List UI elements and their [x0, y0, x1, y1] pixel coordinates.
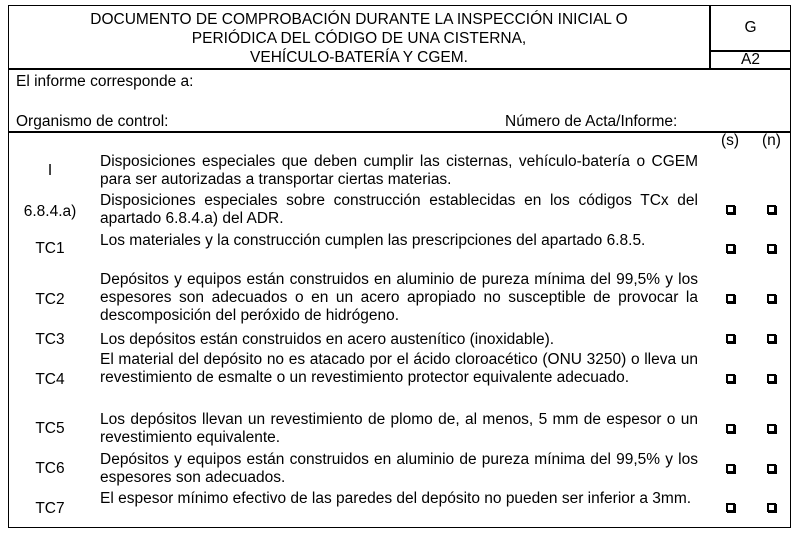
no-checkbox[interactable] [767, 294, 776, 303]
yes-checkbox[interactable] [726, 294, 735, 303]
title-line-1: DOCUMENTO DE COMPROBACIÓN DURANTE LA INSPECCIÓN INICIAL O [90, 11, 628, 28]
yes-checkbox[interactable] [726, 205, 735, 214]
yes-checkbox[interactable] [726, 244, 735, 253]
no-checkbox[interactable] [767, 424, 776, 433]
title-line-3: VEHÍCULO-BATERÍA Y CGEM. [250, 49, 468, 66]
row-text: Disposiciones especiales sobre construcción establecidas en los códigos TCx del apartado 6.8.4.a) del ADR. [100, 192, 698, 227]
report-number-label: Número de Acta/Informe: [505, 113, 678, 130]
yes-checkbox[interactable] [726, 334, 735, 343]
no-checkbox[interactable] [767, 464, 776, 473]
row-code: TC1 [35, 240, 65, 257]
row-code: TC3 [35, 331, 65, 348]
row-text: Depósitos y equipos están construidos en aluminio de pureza mínima del 99,5% y los espesores son adecuados o en un acero apropiado no susceptible de provocar la descomposición del peróxido de hidrógeno. [100, 271, 698, 324]
yes-checkbox[interactable] [726, 424, 735, 433]
row-text: Depósitos y equipos están construidos en aluminio de pureza mínima del 99,5% y los espesores son adecuados. [100, 451, 698, 486]
yes-checkbox[interactable] [726, 374, 735, 383]
annex-code-a2: A2 [741, 51, 760, 68]
row-code: I [47, 162, 53, 179]
row-code: TC5 [35, 420, 65, 437]
row-code: TC4 [35, 371, 65, 388]
no-checkbox[interactable] [767, 334, 776, 343]
row-text: Los depósitos llevan un revestimiento de plomo de, al menos, 5 mm de espesor o un revestimiento equivalente. [100, 411, 698, 446]
row-code: TC6 [35, 460, 65, 477]
yes-checkbox[interactable] [726, 503, 735, 512]
row-text: El material del depósito no es atacado por el ácido cloroacético (ONU 3250) o lleva un revestimiento de esmalte o un revestimiento protector equivalente adecuado. [100, 351, 698, 386]
row-text: El espesor mínimo efectivo de las paredes del depósito no pueden ser inferior a 3mm. [100, 490, 692, 507]
no-checkbox[interactable] [767, 244, 776, 253]
report-label: El informe corresponde a: [16, 73, 194, 90]
row-code: TC7 [35, 500, 65, 517]
no-checkbox[interactable] [767, 205, 776, 214]
document-title [8, 5, 710, 69]
organism-label: Organismo de control: [16, 113, 169, 130]
row-text: Disposiciones especiales que deben cumplir las cisternas, vehículo-batería o CGEM para ser autorizadas a transportar ciertas materias. [100, 153, 698, 188]
title-line-2: PERIÓDICA DEL CÓDIGO DE UNA CISTERNA, [191, 30, 527, 47]
yes-checkbox[interactable] [726, 464, 735, 473]
annex-code-g: G [744, 19, 757, 36]
no-checkbox[interactable] [767, 374, 776, 383]
row-code: 6.8.4.a) [23, 203, 77, 220]
row-text: Los depósitos están construidos en acero austenítico (inoxidable). [100, 331, 555, 348]
row-code: TC2 [35, 291, 65, 308]
header-bottom-line [8, 68, 791, 70]
no-checkbox[interactable] [767, 503, 776, 512]
no-column-header: (n) [762, 132, 781, 149]
row-text: Los materiales y la construcción cumplen las prescripciones del apartado 6.8.5. [100, 232, 646, 249]
yes-column-header: (s) [721, 132, 740, 149]
info-bottom-line [8, 131, 791, 133]
